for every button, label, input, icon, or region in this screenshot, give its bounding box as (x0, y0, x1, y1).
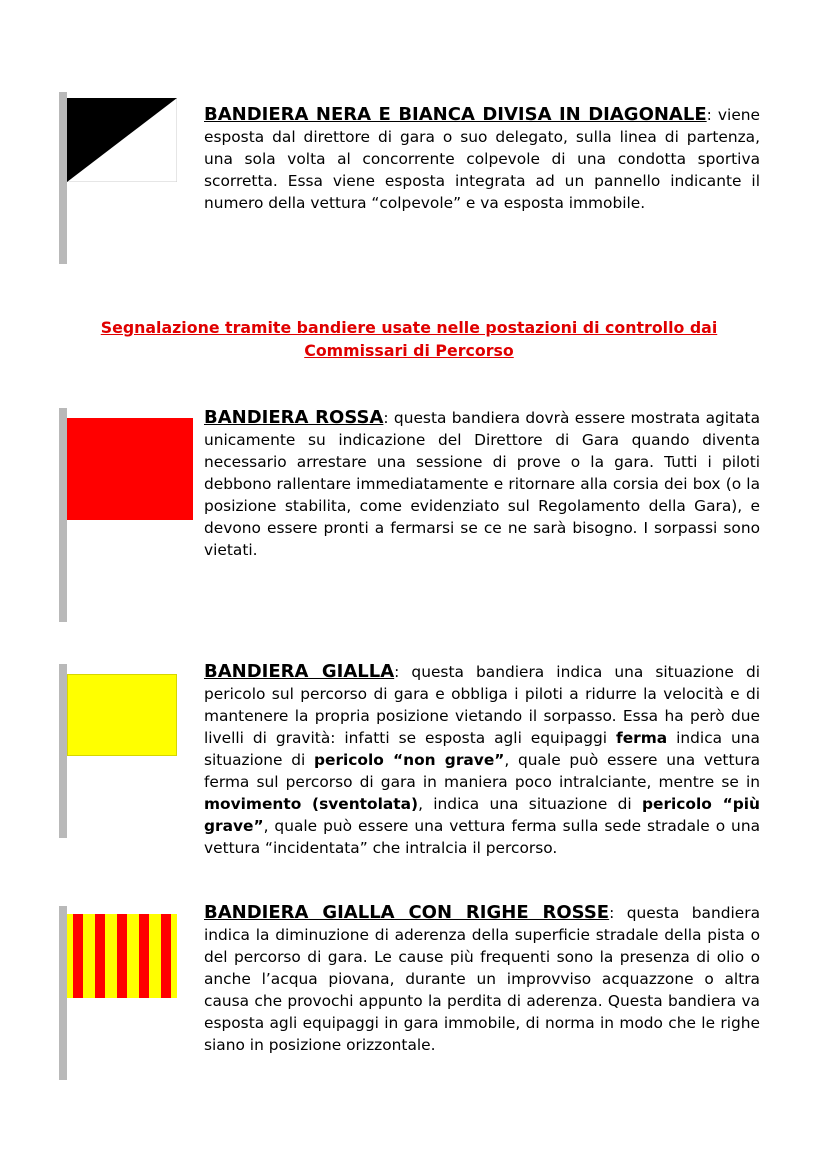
flag-pole (59, 408, 67, 622)
flag-text-part: , quale può essere una vettura ferma sulla sede stradale o una vettura “incidentata” che intralcia il percorso. (204, 817, 760, 857)
flag-text-part: questa bandiera indica una situazione di pericolo sul percorso di gara e obbliga i piloti a ridurre la velocità e di mantenere la propria posizione vietando il sorpasso. Essa ha però due livelli di gravità: infatti se esposta agli equipaggi (204, 663, 760, 747)
title-separator: : (609, 904, 615, 922)
flag-description-yellow-red-stripes (204, 902, 760, 1056)
yellow-flag-icon (67, 674, 177, 756)
flag-red (59, 408, 195, 622)
flag-description-red (204, 407, 760, 561)
flag-text-bold: pericolo “non grave” (313, 751, 505, 769)
section-heading (40, 316, 778, 362)
flag-text-part: indica una situazione di (204, 729, 760, 769)
flag-pole (59, 906, 67, 1080)
flag-black-white-diagonal (59, 92, 181, 264)
black-white-diagonal-flag-icon (67, 98, 177, 182)
flag-text-part: , indica una situazione di (418, 795, 642, 813)
flag-description-black-white (204, 104, 760, 214)
flag-text: questa bandiera indica la diminuzione di aderenza della superficie stradale della pista o del percorso di gara. Le cause più frequenti sono la presenza di olio o anche l’acqua piovana, durante un improvviso acquazzone o altra causa che provochi appunto la perdita di aderenza. Questa bandiera va esposta agli equipaggi in gara immobile, di norma in modo che le righe siano in posizione orizzontale. (204, 904, 761, 1054)
section-heading-line-1: Segnalazione tramite bandiere usate nelle postazioni di controllo dai (100, 318, 718, 337)
flag-text: viene esposta dal direttore di gara o suo delegato, sulla linea di partenza, una sola volta al concorrente colpevole di una condotta sportiva scorretta. Essa viene esposta integrata ad un pannello indicante il numero della vettura “colpevole” e va esposta immobile. (204, 106, 761, 212)
title-separator: : (383, 409, 389, 427)
flag-title: BANDIERA ROSSA (204, 407, 384, 428)
title-separator: : (394, 663, 400, 681)
yellow-red-striped-flag-icon (67, 914, 177, 998)
flag-yellow (59, 664, 181, 838)
flag-text-part: , quale può essere una vettura ferma sul percorso di gara in maniera poco intralciante, mentre se in (204, 751, 761, 791)
red-flag-icon (67, 418, 193, 520)
flag-title: BANDIERA NERA E BIANCA DIVISA IN DIAGONALE (204, 104, 707, 125)
flag-yellow-red-stripes (59, 906, 181, 1080)
flag-text-bold: movimento (sventolata) (204, 795, 419, 813)
flag-text-bold: ferma (616, 729, 668, 747)
flag-title: BANDIERA GIALLA CON RIGHE ROSSE (204, 902, 610, 923)
section-heading-line-2: Commissari di Percorso (304, 341, 514, 360)
flag-title: BANDIERA GIALLA (204, 661, 395, 682)
flag-text-bold: pericolo “più grave” (204, 795, 760, 835)
flag-description-yellow (204, 661, 760, 859)
flag-text: questa bandiera dovrà essere mostrata agitata unicamente su indicazione del Direttore di Gara quando diventa necessario arrestare una sessione di prove o la gara. Tutti i piloti debbono rallentare immediatamente e ritornare alla corsia dei box (o la posizione stabilita, come evidenziato sul Regolamento della Gara), e devono essere pronti a fermarsi se ce ne sarà bisogno. I sorpassi sono vietati. (204, 409, 761, 559)
flag-pole (59, 92, 67, 264)
flag-pole (59, 664, 67, 838)
title-separator: : (706, 106, 712, 124)
